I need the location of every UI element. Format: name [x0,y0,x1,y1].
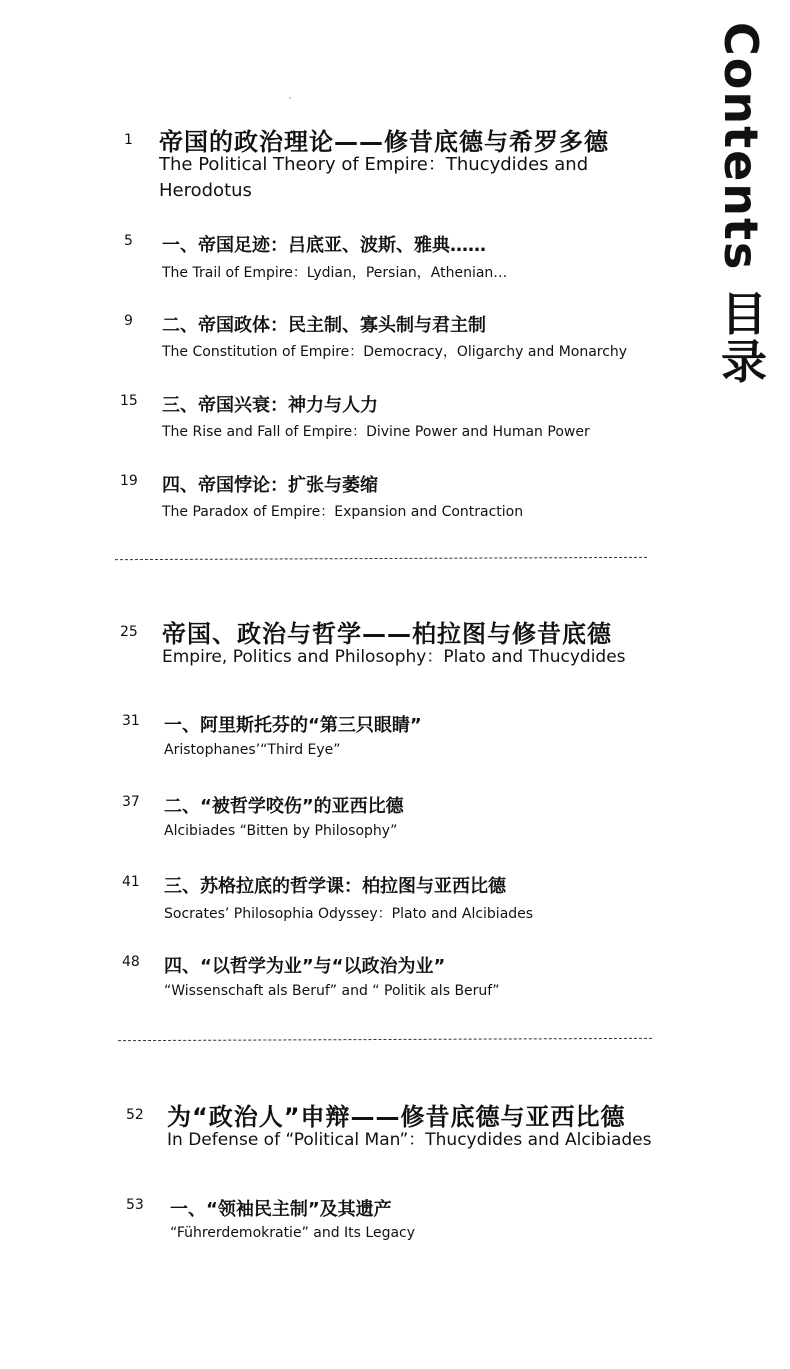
section-title-en: The Constitution of Empire：Democracy，Oligarchy and Monarchy [162,344,628,360]
chapter-title-en: The Political Theory of Empire：Thucydides and Herodotus [159,154,589,201]
section-title-en: The Paradox of Empire：Expansion and Contraction [162,504,524,520]
section-title-en: Alcibiades “Bitten by Philosophy” [164,823,398,839]
section-title-en: Aristophanes’“Third Eye” [164,742,341,758]
section-title-cn: 二、“被哲学咬伤”的亚西比德 [164,796,404,817]
section-title-cn: 二、帝国政体：民主制、寡头制与君主制 [162,315,486,336]
section-title-cn: 四、帝国悖论：扩张与萎缩 [162,475,378,496]
page-number: 53 [126,1197,144,1213]
section-title-cn: 四、“以哲学为业”与“以政治为业” [164,956,446,977]
section-title-cn: 一、“领袖民主制”及其遗产 [170,1199,392,1220]
section-title-en: The Trail of Empire：Lydian，Persian，Athenian… [162,265,508,281]
section-title-cn: 一、帝国足迹：吕底亚、波斯、雅典…… [162,235,486,256]
page-number: 15 [120,393,138,409]
chapter-title-cn: 为“政治人”申辩——修昔底德与亚西比德 [167,1103,626,1131]
section-title-en: “Führerdemokratie” and Its Legacy [170,1225,416,1241]
page-number: 41 [122,874,140,890]
speck [289,97,291,99]
section-title-en: “Wissenschaft als Beruf” and “ Politik als Beruf” [164,983,500,999]
chapter-title-cn: 帝国的政治理论——修昔底德与希罗多德 [159,128,609,156]
page-number: 31 [122,713,140,729]
section-divider [118,1038,652,1041]
section-divider [115,557,647,560]
section-title-cn: 三、帝国兴衰：神力与人力 [162,395,378,416]
page-number: 37 [122,794,140,810]
page-number: 9 [124,313,133,329]
page-number: 1 [124,132,133,148]
page-number: 25 [120,624,138,640]
contents-title: Contents 目录 [714,22,768,386]
section-title-cn: 三、苏格拉底的哲学课：柏拉图与亚西比德 [164,876,506,897]
chapter-title-en: Empire, Politics and Philosophy：Plato and Thucydides [162,647,626,667]
section-title-cn: 一、阿里斯托芬的“第三只眼睛” [164,715,422,736]
chapter-title-en: In Defense of “Political Man”：Thucydides and Alcibiades [167,1130,652,1150]
section-title-en: The Rise and Fall of Empire：Divine Power and Human Power [162,424,590,440]
page-number: 48 [122,954,140,970]
chapter-title-cn: 帝国、政治与哲学——柏拉图与修昔底德 [162,620,612,648]
page-number: 19 [120,473,138,489]
page-number: 52 [126,1107,144,1123]
section-title-en: Socrates’ Philosophia Odyssey：Plato and Alcibiades [164,906,534,922]
page-number: 5 [124,233,133,249]
